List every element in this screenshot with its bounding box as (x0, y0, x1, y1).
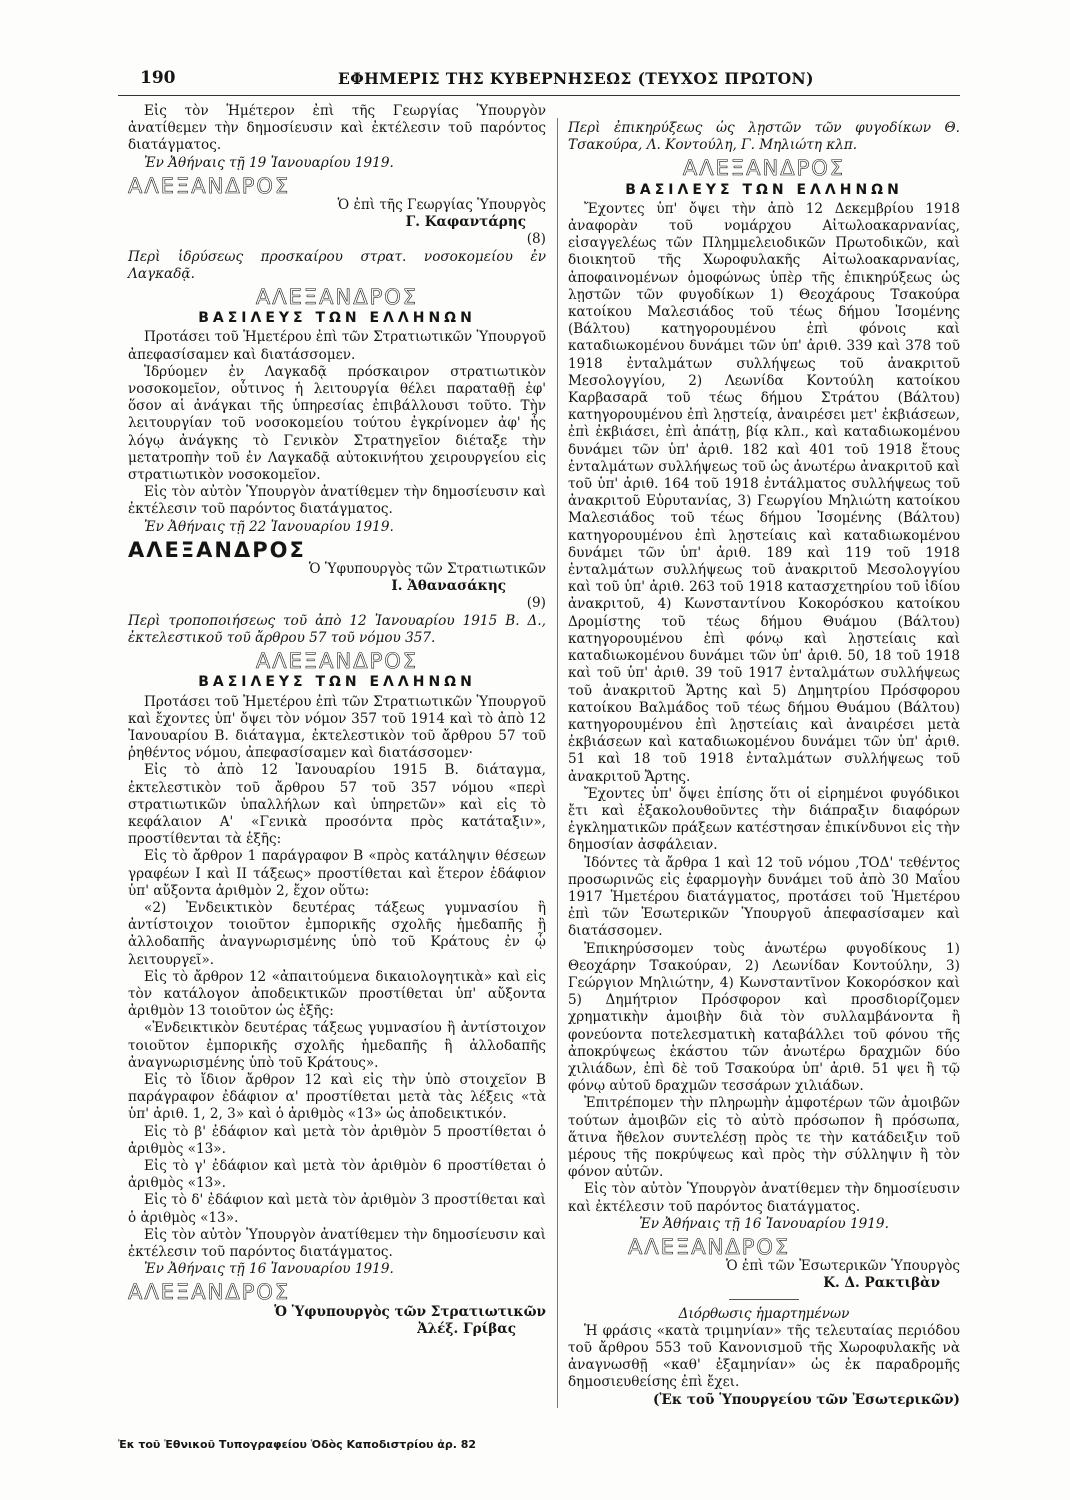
separator (729, 1299, 799, 1300)
minister-title: Ὁ ἐπὶ τῆς Γεωργίας Ὑπουργὸς (337, 197, 546, 214)
date-line: Ἐν Ἀθήναις τῇ 19 Ἰανουαρίου 1919. (144, 154, 394, 171)
paragraph: Προτάσει τοῦ Ἡμετέρου ἐπὶ τῶν Στρατιωτικῶν Ὑπουργοῦ καὶ ἔχοντες ὑπ' ὄψει τὸν νόμον 357 τοῦ 1914 καὶ τὸ ἀπὸ 12 Ἰανουαρίου Β. διάταγμα, ἐκτελεστικὸν τοῦ ἄρθρου 57 τοῦ ῥηθέντος νόμου, ἀπεφασίσαμεν καὶ διατάσσομεν· (128, 693, 546, 762)
king-name: ΑΛΕΞΑΝΔΡΟΣ (128, 173, 291, 198)
correction-text: Ἡ φράσις «κατὰ τριμηνίαν» τῆς τελευταίας περιόδου τοῦ ἄρθρου 553 τοῦ Κανονισμοῦ τῆς Χωροφυλακῆς νὰ ἀναγνωσθῇ «καθ' ἑξαμηνίαν» ὡς ἐκ παραδρομῆς δημοσιευθείσης ἐπὶ ἔχει. (568, 1322, 960, 1391)
date-line: Ἐν Ἀθήναις τῇ 16 Ἰανουαρίου 1919. (639, 1215, 889, 1232)
king-name: ΑΛΕΞΑΝΔΡΟΣ (255, 285, 419, 310)
left-column (128, 103, 546, 1338)
right-column (568, 120, 960, 1409)
column-divider (557, 118, 558, 1408)
paragraph: Εἰς τὸ γ' ἐδάφιον καὶ μετὰ τὸν ἀριθμὸν 6 προστίθεται ὁ ἀριθμὸς «13». (128, 1157, 546, 1192)
paragraph: «Ἐνδεικτικὸν δευτέρας τάξεως γυμνασίου ἢ ἀντίστοιχον τοιοῦτον ἐμπορικῆς σχολῆς ἡμεδαπῆς ἢ ἀλλοδαπῆς ἀναγνωρισμένης ὑπὸ τοῦ Κράτους». (128, 1020, 546, 1071)
decree-number: (9) (526, 595, 546, 612)
paragraph: Εἰς τὸν αὐτὸν Ὑπουργὸν ἀνατίθεμεν τὴν δημοσίευσιν καὶ ἐκτέλεσιν τοῦ παρόντος διατάγματος. (568, 1181, 960, 1215)
paragraph: «2) Ἐνδεικτικὸν δευτέρας τάξεως γυμνασίου ἢ ἀντίστοιχον τοιοῦτον ἐμπορικῆς σχολῆς ἡμεδαπῆς ἢ ἀλλοδαπῆς ἀναγνωρισμένης ὑπὸ τοῦ Κράτους ἐν ᾧ λειτουργεῖ». (128, 899, 546, 968)
paragraph: Ἐπιτρέπομεν τὴν πληρωμὴν ἀμφοτέρων τῶν ἀμοιβῶν τούτων ἀμοιβῶν εἰς τὸ αὐτὸ πρόσωπον ἢ πρόσωπα, ἅτινα ἤθελον συντελέσῃ πρὸς τε τὴν κατάδειξιν τοῦ μέρους τῆς ποκρύψεως καὶ πρὸς τὴν σύλληψιν ἢ τὸν φόνον αὐτῶν. (568, 1095, 960, 1181)
page-number: 190 (140, 68, 176, 88)
minister-name: Ι. Ἀθανασάκης (391, 578, 506, 595)
paragraph: Προτάσει τοῦ Ἡμετέρου ἐπὶ τῶν Στρατιωτικῶν Ὑπουργοῦ ἀπεφασίσαμεν καὶ διατάσσομεν. (128, 329, 546, 363)
minister-title: Ὁ Ὑφυπουργὸς τῶν Στρατιωτικῶν (274, 1303, 546, 1320)
paragraph: Εἰς τὸν Ἡμέτερον ἐπὶ τῆς Γεωργίας Ὑπουργὸν ἀνατίθεμεν τὴν δημοσίευσιν καὶ ἐκτέλεσιν τοῦ παρόντος διατάγματος. (128, 103, 546, 154)
minister-title: Ὁ Ὑφυπουργὸς τῶν Στρατιωτικῶν (308, 561, 546, 578)
king-name: ΑΛΕΞΑΝΔΡΟΣ (628, 1235, 791, 1259)
paragraph: Εἰς τὸ ἄρθρον 12 «ἀπαιτούμενα δικαιολογητικὰ» καὶ εἰς τὸν κατάλογον ἀποδεικτικῶν προστίθεται ὑπ' αὔξοντα ἀριθμὸν 13 τοιοῦτον ὡς ἑξῆς: (128, 968, 546, 1020)
paragraph: Εἰς τὸ ἀπὸ 12 Ἰανουαρίου 1915 Β. διάταγμα, ἐκτελεστικὸν τοῦ ἄρθρου 57 τοῦ 357 νόμου «περὶ στρατιωτικῶν ὑπαλλήλων καὶ ὑπηρετῶν» καὶ εἰς τὸ κεφάλαιον Α' «Γενικὰ προσόντα πρὸς κατάταξιν», προστίθενται τὰ ἑξῆς: (128, 762, 546, 848)
decree-number: (8) (526, 231, 546, 248)
decree-title: Περὶ τροποποιήσεως τοῦ ἀπὸ 12 Ἰανουαρίου 1915 Β. Δ., ἐκτελεστικοῦ τοῦ ἄρθρου 57 τοῦ νόμου 357. (128, 612, 546, 646)
minister-name: Ἀλέξ. Γρίβας (417, 1320, 516, 1337)
date-line: Ἐν Ἀθήναις τῇ 16 Ἰανουαρίου 1919. (144, 1261, 394, 1278)
minister-name: Κ. Δ. Ρακτιβὰν (823, 1275, 940, 1292)
paragraph: Εἰς τὸν αὐτὸν Ὑπουργὸν ἀνατίθεμεν τὴν δημοσίευσιν καὶ ἐκτέλεσιν τοῦ παρόντος διατάγματος. (128, 484, 546, 518)
king-title: ΒΑΣΙΛΕΥΣ ΤΩΝ ΕΛΛΗΝΩΝ (198, 674, 476, 691)
king-title: ΒΑΣΙΛΕΥΣ ΤΩΝ ΕΛΛΗΝΩΝ (625, 181, 903, 198)
correction-source: (Ἐκ τοῦ Ὑπουργείου τῶν Ἐσωτερικῶν) (653, 1391, 960, 1408)
paragraph: Εἰς τὸ ἴδιον ἄρθρον 12 καὶ εἰς τὴν ὑπὸ στοιχεῖον Β παράγραφον ἐδάφιον α' προστίθεται μετὰ τὰς λέξεις «τὰ ὑπ' ἀριθ. 1, 2, 3» καὶ ὁ ἀριθμὸς «13» ὡς ἀποδεικτικόν. (128, 1071, 546, 1123)
paragraph: Εἰς τὸν αὐτὸν Ὑπουργὸν ἀνατίθεμεν τὴν δημοσίευσιν καὶ ἐκτέλεσιν τοῦ παρόντος διατάγματος. (128, 1226, 546, 1260)
paragraph: Εἰς τὸ ἄρθρον 1 παράγραφον Β «πρὸς κατάληψιν θέσεων γραφέων Ι καὶ ΙΙ τάξεως» προστίθεται καὶ ἕτερον ἐδάφιον ὑπ' αὔξοντα ἀριθμὸν 2, ἔχον οὕτω: (128, 848, 546, 899)
paragraph: Ἰδόντες τὰ ἄρθρα 1 καὶ 12 τοῦ νόμου ,ΤΟΔ' τεθέντος προσωρινῶς εἰς ἐφαρμογὴν δυνάμει τοῦ ἀπὸ 30 Μαΐου 1917 Ἡμετέρου διατάγματος, προτάσει τοῦ Ἡμετέρου ἐπὶ τῶν Ἐσωτερικῶν Ὑπουργοῦ ἀπεφασίσαμεν καὶ διατάσσομεν. (568, 854, 960, 940)
decree-title: Περὶ ἐπικηρύξεως ὡς λῃστῶν τῶν φυγοδίκων Θ. Τσακούρα, Λ. Κοντούλη, Γ. Μηλιώτη κλπ. (568, 120, 960, 154)
paragraph: Ἔχοντες ὑπ' ὄψει τὴν ἀπὸ 12 Δεκεμβρίου 1918 ἀναφορὰν τοῦ νομάρχου Αἰτωλοακαρνανίας, εἰσαγγελέως τῶν Πλημμελειοδικῶν Πρωτοδικῶν, καὶ διοικητοῦ τῆς Χωροφυλακῆς Αἰτωλοακαρνανίας, ἀποφαινομένων ὁμοφώνως ὑπὲρ τῆς ἐπικηρύξεως ὡς λῃστῶν τῶν φυγοδίκων 1) Θεοχάρους Τσακούρα κατοίκου Μαλεσιάδος τοῦ τέως δήμου Ἰσομένης (Βάλτου) κατηγορουμένου ἐπὶ φόνοις καὶ καταδιωκομένου δυνάμει τῶν ὑπ' ἀριθ. 339 καὶ 378 τοῦ 1918 ἐνταλμάτων συλλήψεως τοῦ ἀνακριτοῦ Μεσολογγίου, 2) Λεωνίδα Κοντούλη κατοίκου Καρβασαρᾶ τοῦ τέως δήμου Στράτου (Βάλτου) κατηγορουμένου ἐπὶ λῃστείᾳ, ἀναιρέσει μετ' ἐκβιάσεων, ἐπὶ ἐκβιάσει, ἐπὶ ἀπάτῃ, βίᾳ κλπ., καὶ καταδιωκομένου δυνάμει τῶν ὑπ' ἀριθ. 182 καὶ 401 τοῦ 1918 ἔτους ἐνταλμάτων συλλήψεως τοῦ ὡς ἀνωτέρω ἀνακριτοῦ καὶ τοῦ ὑπ' ἀριθ. 164 τοῦ 1918 ἐντάλματος συλλήψεως τοῦ ἀνακριτοῦ Εὐρυτανίας, 3) Γεωργίου Μηλιώτη κατοίκου Μαλεσιάδος τοῦ τέως δήμου Ἰσομένης (Βάλτου) κατηγορουμένου ἐπὶ λῃστείαις καὶ καταδιωκομένου δυνάμει τῶν ὑπ' ἀριθ. 189 καὶ 119 τοῦ 1918 ἐνταλμάτων συλλήψεως τοῦ ἀνακριτοῦ Μεσολογγίου καὶ τοῦ ὑπ' ἀριθ. 263 τοῦ 1918 κατασχετηρίου τοῦ ἰδίου ἀνακριτοῦ, 4) Κωνσταντίνου Κοκορόσκου κατοίκου Δρομίστης τοῦ τέως δήμου Θυάμου (Βάλτου) κατηγορουμένου ἐπὶ φόνῳ καὶ λῃστείαις καὶ καταδιωκομένου δυνάμει τῶν ὑπ' ἀριθ. 50, 18 τοῦ 1918 καὶ τοῦ ὑπ' ἀριθ. 39 τοῦ 1917 ἐνταλμάτων συλλήψεως τοῦ ἀνακριτοῦ Ἄρτης καὶ 5) Δημητρίου Πρόσφορου κατοίκου Βαλμάδος τοῦ τέως δήμου Θυάμου (Βάλτου) κατηγορουμένου ἐπὶ λῃστείαις καὶ ἀναιρέσει μετὰ ἐκβιάσεων καὶ καταδιωκομένου δυνάμει τῶν ὑπ' ἀριθ. 51 καὶ 18 τοῦ 1918 ἐνταλμάτων συλλήψεως τοῦ ἀνακριτοῦ Ἄρτης. (568, 200, 960, 785)
paragraph: Εἰς τὸ β' ἐδάφιον καὶ μετὰ τὸν ἀριθμὸν 5 προστίθεται ὁ ἀριθμὸς «13». (128, 1123, 546, 1157)
king-name: ΑΛΕΞΑΝΔΡΟΣ (255, 649, 419, 674)
page-header (118, 68, 958, 94)
date-line: Ἐν Ἀθήναις τῇ 22 Ἰανουαρίου 1919. (144, 518, 394, 535)
paragraph: Ἱδρύομεν ἐν Λαγκαδᾷ πρόσκαιρον στρατιωτικὸν νοσοκομεῖον, οὗτινος ἡ λειτουργία θέλει παραταθῇ ἐφ' ὅσον αἱ ἀνάγκαι τῆς ὑπηρεσίας ἐπιβάλλουσι τοῦτο. Τὴν λειτουργίαν τοῦ νοσοκομείου τούτου ἐγκρίνομεν ἀφ' ἧς λόγῳ ἀνάγκης τὸ Γενικὸν Στρατηγεῖον διέταξε τὴν μετατροπὴν τοῦ ἐν Λαγκαδᾷ αὐτοκινήτου χειρουργείου εἰς στρατιωτικὸν νοσοκομεῖον. (128, 363, 546, 484)
journal-title: ΕΦΗΜΕΡΙΣ ΤΗΣ ΚΥΒΕΡΝΗΣΕΩΣ (ΤΕΥΧΟΣ ΠΡΩΤΟΝ) (338, 69, 814, 88)
paragraph: Εἰς τὸ δ' ἐδάφιον καὶ μετὰ τὸν ἀριθμὸν 3 προστίθεται καὶ ὁ ἀριθμὸς «13». (128, 1192, 546, 1226)
minister-title: Ὁ ἐπὶ τῶν Ἐσωτερικῶν Ὑπουργὸς (726, 1258, 960, 1275)
correction-title: Διόρθωσις ἡμαρτημένων (678, 1305, 850, 1322)
printer-footer: Ἐκ τοῦ Ἐθνικοῦ Τυπογραφείου Ὁδὸς Καποδιστρίου ἀρ. 82 (118, 1438, 477, 1451)
king-name: ΑΛΕΞΑΝΔΡΟΣ (128, 537, 306, 562)
decree-title: Περὶ ἱδρύσεως προσκαίρου στρατ. νοσοκομείου ἐν Λαγκαδᾷ. (128, 248, 546, 282)
paragraph: Ἔχοντες ὑπ' ὄψει ἐπίσης ὅτι οἱ εἰρημένοι φυγόδικοι ἔτι καὶ ἐξακολουθοῦντες τὴν διάπραξιν διαφόρων ἐγκληματικῶν πράξεων κατέστησαν ἐπικίνδυνοι εἰς τὴν δημοσίαν ἀσφάλειαν. (568, 785, 960, 854)
king-title: ΒΑΣΙΛΕΥΣ ΤΩΝ ΕΛΛΗΝΩΝ (198, 310, 476, 327)
minister-name: Γ. Καφαντάρης (405, 214, 526, 231)
header-rule (118, 95, 960, 96)
king-name: ΑΛΕΞΑΝΔΡΟΣ (128, 1280, 291, 1305)
paragraph: Ἐπικηρύσσομεν τοὺς ἀνωτέρω φυγοδίκους 1) Θεοχάρην Τσακούραν, 2) Λεωνίδαν Κοντούλην, 3) Γεώργιον Μηλιώτην, 4) Κωνσταντῖνον Κοκορόσκον καὶ 5) Δημήτριον Πρόσφορον καὶ προσδιορίζομεν χρηματικὴν ἀμοιβὴν διὰ τὸν συλλαμβάνοντα ἢ φονεύοντα ποτελεσματικὴ καταβάλλει τοῦ φόνου τῆς ἀποκρύψεως ἑκάστου τῶν ἀνωτέρω δραχμῶν δύο χιλιάδων, ἐπὶ δὲ τοῦ Τσακούρα ὑπ' ἀριθ. 51 ψει ἢ τῷ φόνῳ αὐτοῦ δραχμῶν τεσσάρων χιλιάδων. (568, 940, 960, 1095)
king-name: ΑΛΕΞΑΝΔΡΟΣ (682, 156, 846, 181)
